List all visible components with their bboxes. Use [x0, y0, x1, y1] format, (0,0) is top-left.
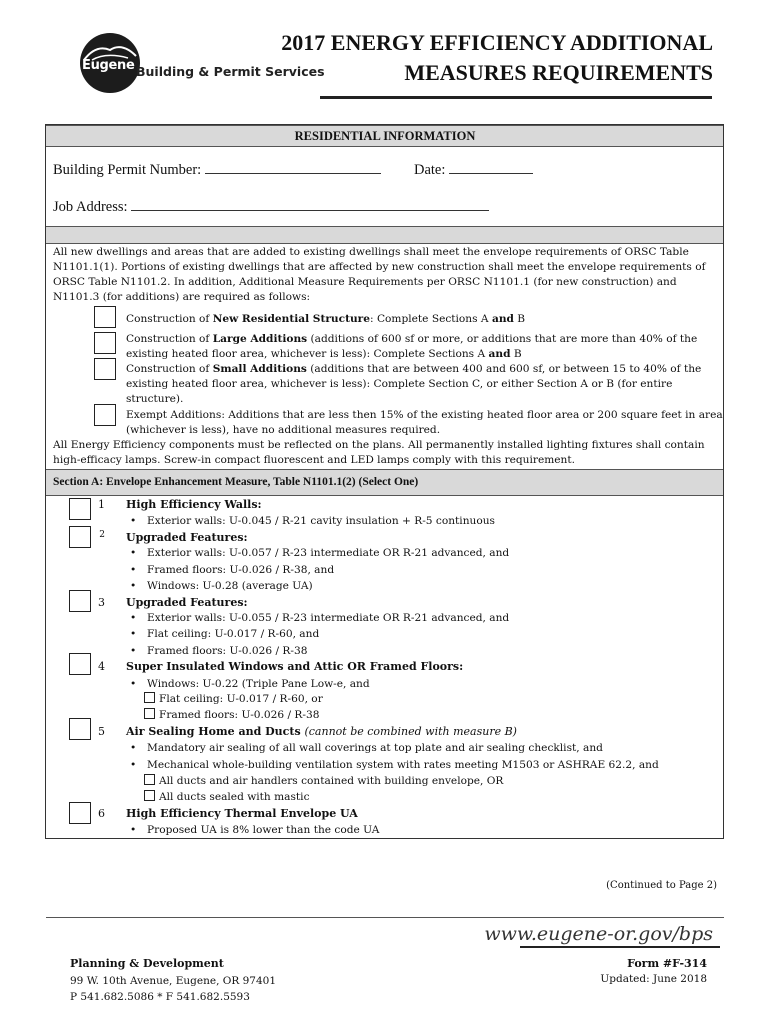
option-new-structure-checkbox[interactable] [94, 306, 116, 328]
measure-2-bullet: • Exterior walls: U-0.057 / R-23 intermediate OR R-21 advanced, and [130, 547, 510, 559]
measure-3-checkbox[interactable] [69, 590, 91, 612]
measure-4-subitem[interactable]: Framed floors: U-0.026 / R-38 [144, 708, 319, 723]
option-large-additions-checkbox[interactable] [94, 332, 116, 354]
measure-1-title: High Efficiency Walls: [126, 498, 262, 511]
measure-5-bullet: • Mandatory air sealing of all wall coverings at top plate and air sealing checklist, and [130, 742, 603, 754]
footer-url-divider [520, 946, 720, 948]
date-field[interactable] [414, 160, 533, 179]
measure-2-bullet: • Windows: U-0.28 (average UA) [130, 580, 313, 592]
measure-4-checkbox[interactable] [69, 653, 91, 675]
measure-6-checkbox[interactable] [69, 802, 91, 824]
measure-4-subitem[interactable]: Flat ceiling: U-0.017 / R-60, or [144, 692, 323, 707]
logo-name: Eugene [82, 58, 135, 73]
permit-number-label: Building Permit Number: [53, 162, 202, 178]
logo-subtitle: Building & Permit Services [136, 64, 325, 79]
measure-2-checkbox[interactable] [69, 526, 91, 548]
footer-updated: Updated: June 2018 [600, 973, 707, 985]
option-exempt: Exempt Additions: Additions that are less then 15% of the existing heated floor area or 200 square feet in area (whichever is less), have no additional measures required. [126, 409, 723, 436]
residential-heading: RESIDENTIAL INFORMATION [294, 129, 476, 143]
continued-note: (Continued to Page 2) [606, 880, 717, 891]
measure-5-number: 5 [98, 725, 105, 738]
website-link[interactable]: www.eugene-or.gov/bps [484, 923, 713, 945]
measure-4-number: 4 [98, 660, 105, 673]
job-address-field[interactable] [53, 197, 489, 216]
measure-1-number: 1 [98, 498, 105, 511]
footer-form-number: Form #F-314 [627, 957, 707, 970]
measure-2-title: Upgraded Features: [126, 531, 248, 544]
measure-6-title: High Efficiency Thermal Envelope UA [126, 807, 358, 820]
measure-5-subitem[interactable]: All ducts sealed with mastic [144, 790, 310, 805]
measure-2-bullet: • Framed floors: U-0.026 / R-38, and [130, 564, 335, 576]
intro-text: All new dwellings and areas that are added to existing dwellings shall meet the envelope requirements of ORSC Table N1101.1(1). Portions of existing dwellings that are affected by new construction shall meet the envelope requirements of ORSC Table N1101.2. In addition, Additional Measure Requirements per ORSC N1101.1 (for new construction) and N1101.3 (for additions) are required as follows: [53, 246, 706, 303]
spacer-bar [46, 226, 723, 244]
measure-3-bullet: • Flat ceiling: U-0.017 / R-60, and [130, 628, 320, 640]
option-large-additions: Construction of Large Additions (additions of 600 sf or more, or additions that are more than 40% of the existing heated floor area, whichever is less): Complete Sections A and B [126, 333, 698, 360]
measure-4-bullet: • Windows: U-0.22 (Triple Pane Low-e, and [130, 678, 370, 690]
date-input[interactable] [449, 160, 533, 174]
measure-5-title: Air Sealing Home and Ducts (cannot be combined with measure B) [126, 725, 517, 738]
measure-2-number: 2 [99, 530, 105, 540]
option-exempt-checkbox[interactable] [94, 404, 116, 426]
measure-5-subitem[interactable]: All ducts and air handlers contained with building envelope, OR [144, 774, 503, 789]
measure-4-title: Super Insulated Windows and Attic OR Framed Floors: [126, 660, 464, 673]
option-new-structure: Construction of New Residential Structure: Complete Sections A and B [126, 313, 526, 325]
section-a-heading: Section A: Envelope Enhancement Measure, Table N1101.1(2) (Select One) [53, 476, 419, 488]
measure-5-checkbox[interactable] [69, 718, 91, 740]
measure-5-bullet: • Mechanical whole-building ventilation system with rates meeting M1503 or ASHRAE 62.2, and [130, 759, 659, 771]
date-label: Date: [414, 162, 446, 178]
job-address-label: Job Address: [53, 199, 128, 215]
footer-department: Planning & Development [70, 957, 224, 970]
measure-3-bullet: • Framed floors: U-0.026 / R-38 [130, 645, 308, 657]
measure-1-checkbox[interactable] [69, 498, 91, 520]
footer-divider [46, 917, 724, 918]
header-divider [320, 96, 712, 99]
job-address-input[interactable] [131, 197, 489, 211]
measure-6-number: 6 [98, 807, 105, 820]
measure-3-bullet: • Exterior walls: U-0.055 / R-23 intermediate OR R-21 advanced, and [130, 612, 510, 624]
footer-address: 99 W. 10th Avenue, Eugene, OR 97401 [70, 975, 276, 987]
measure-1-bullet: • Exterior walls: U-0.045 / R-21 cavity insulation + R-5 continuous [130, 515, 495, 527]
measure-3-title: Upgraded Features: [126, 596, 248, 609]
permit-number-input[interactable] [205, 160, 381, 174]
footer-phone: P 541.682.5086 * F 541.682.5593 [70, 991, 250, 1003]
page-title-line2: MEASURES REQUIREMENTS [404, 60, 713, 85]
measure-3-number: 3 [98, 596, 105, 609]
option-small-additions: Construction of Small Additions (additions that are between 400 and 600 sf, or between 15 to 40% of the existing heated floor area, whichever is less): Complete Section C, or either Section A or B (for entire structure). [126, 363, 702, 405]
option-small-additions-checkbox[interactable] [94, 358, 116, 380]
page-title-line1: 2017 ENERGY EFFICIENCY ADDITIONAL [281, 30, 713, 55]
intro-footer-text: All Energy Efficiency components must be reflected on the plans. All permanently installed lighting fixtures shall contain high-efficacy lamps. Screw-in compact fluorescent and LED lamps comply with this requirement. [53, 439, 705, 466]
permit-number-field[interactable] [53, 160, 381, 179]
measure-6-bullet: • Proposed UA is 8% lower than the code UA [130, 824, 380, 836]
